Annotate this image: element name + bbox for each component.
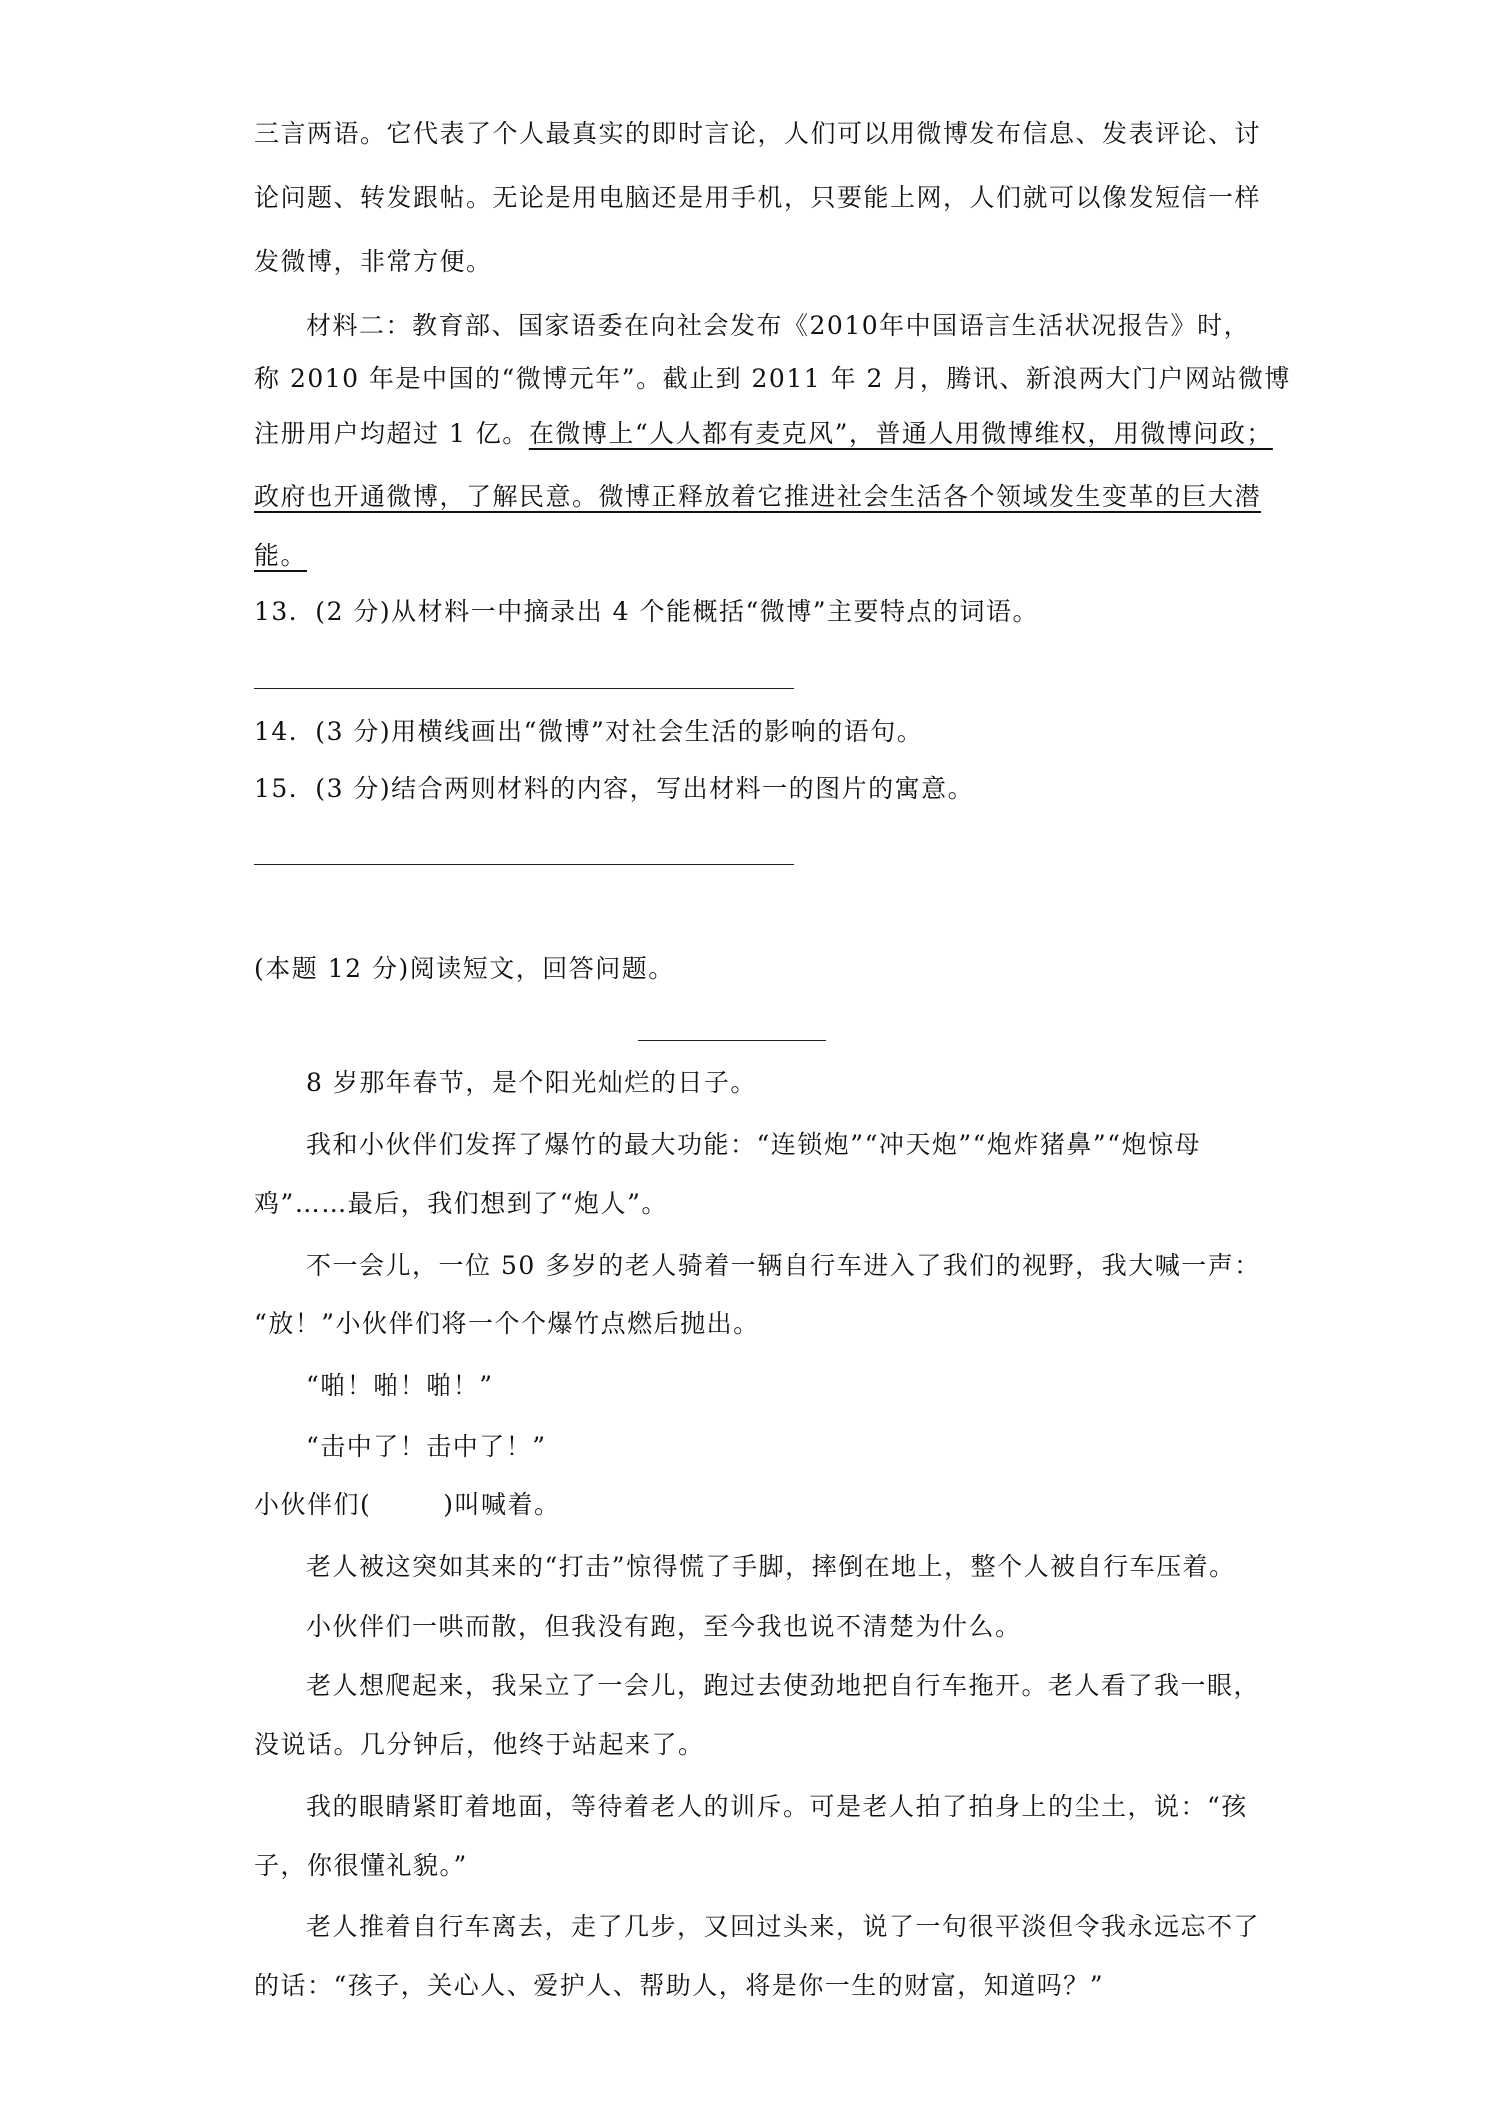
question-14: 14．(3 分)用横线画出“微博”对社会生活的影响的语句。 (254, 717, 924, 746)
material2-line-5-underlined: 能。 (254, 541, 308, 570)
material2-line-3-plain: 注册用户均超过 1 亿。 (254, 419, 529, 448)
material1-line-2: 论问题、转发跟帖。无论是用电脑还是用手机，只要能上网，人们就可以像发短信一样 (254, 183, 1262, 212)
section-intro: (本题 12 分)阅读短文，回答问题。 (254, 954, 675, 983)
story-paragraph-11-line-2: 的话：“孩子，关心人、爱护人、帮助人，将是你一生的财富，知道吗？” (254, 1971, 1105, 2000)
story-paragraph-2-line-1: 我和小伙伴们发挥了爆竹的最大功能：“连锁炮”“冲天炮”“炮炸猪鼻”“炮惊母 (306, 1130, 1201, 1159)
story-paragraph-10-line-1: 我的眼睛紧盯着地面，等待着老人的训斥。可是老人拍了拍身上的尘土，说：“孩 (306, 1792, 1248, 1821)
material2-line-3 (254, 419, 1273, 449)
story-paragraph-4: “啪！啪！啪！” (306, 1371, 494, 1400)
material2-line-4-underlined: 政府也开通微博，了解民意。微博正释放着它推进社会生活各个领域发生变革的巨大潜 (254, 482, 1262, 511)
question-15: 15．(3 分)结合两则材料的内容，写出材料一的图片的寓意。 (254, 774, 975, 803)
material2-line-2: 称 2010 年是中国的“微博元年”。截止到 2011 年 2 月，腾讯、新浪两大门户网站微博 (254, 364, 1291, 393)
story-paragraph-9-line-1: 老人想爬起来，我呆立了一会儿，跑过去使劲地把自行车拖开。老人看了我一眼， (306, 1671, 1261, 1700)
story-paragraph-10-line-2: 子，你很懂礼貌。” (254, 1851, 468, 1880)
question-13: 13．(2 分)从材料一中摘录出 4 个能概括“微博”主要特点的词语。 (254, 597, 1040, 626)
story-paragraph-1: 8 岁那年春节，是个阳光灿烂的日子。 (306, 1068, 757, 1097)
story-paragraph-6 (254, 1490, 561, 1520)
story-paragraph-6-before: 小伙伴们( (254, 1490, 372, 1519)
story-paragraph-9-line-2: 没说话。几分钟后，他终于站起来了。 (254, 1730, 705, 1759)
material1-line-3: 发微博，非常方便。 (254, 247, 493, 276)
underlined-sentence: 在微博上“人人都有麦克风”，普通人用微博维权，用微博问政； (528, 419, 1273, 448)
story-paragraph-2-line-2: 鸡”……最后，我们想到了“炮人”。 (254, 1189, 668, 1218)
story-paragraph-7: 老人被这突如其来的“打击”惊得慌了手脚，摔倒在地上，整个人被自行车压着。 (306, 1552, 1236, 1581)
answer-blank-15[interactable] (254, 864, 794, 865)
story-paragraph-3-line-2: “放！”小伙伴们将一个个爆竹点燃后抛出。 (254, 1309, 760, 1338)
story-paragraph-8: 小伙伴们一哄而散，但我没有跑，至今我也说不清楚为什么。 (306, 1612, 1022, 1641)
material1-line-1: 三言两语。它代表了个人最真实的即时言论，人们可以用微博发布信息、发表评论、讨 (254, 119, 1262, 148)
story-title-blank[interactable] (638, 1040, 826, 1041)
story-paragraph-5: “击中了！击中了！” (306, 1432, 547, 1461)
story-paragraph-11-line-1: 老人推着自行车离去，走了几步，又回过头来，说了一句很平淡但令我永远忘不了 (306, 1912, 1261, 1941)
story-paragraph-3-line-1: 不一会儿，一位 50 多岁的老人骑着一辆自行车进入了我们的视野，我大喊一声： (306, 1251, 1261, 1280)
material2-line-1: 材料二：教育部、国家语委在向社会发布《2010年中国语言生活状况报告》时， (306, 311, 1251, 340)
answer-blank-13[interactable] (254, 688, 794, 689)
story-paragraph-6-after: )叫喊着。 (443, 1490, 561, 1519)
